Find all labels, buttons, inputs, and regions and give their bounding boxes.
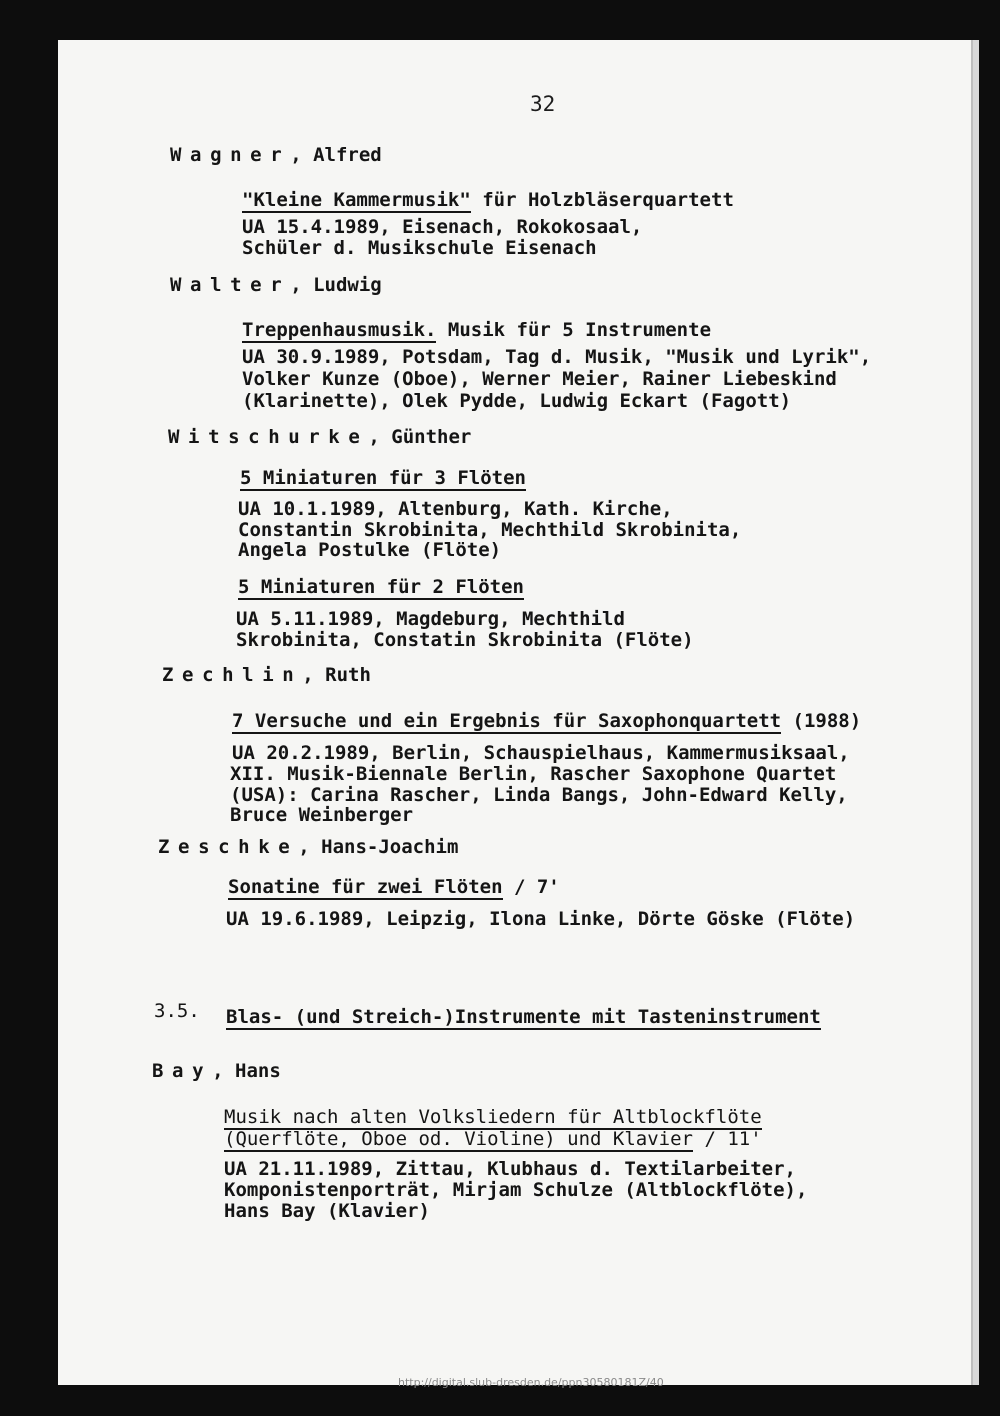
composer-heading (170, 274, 382, 296)
composer-given-name: , Alfred (290, 144, 382, 166)
work-detail: Constantin Skrobinita, Mechthild Skrobinita, (238, 519, 742, 541)
work-detail: Hans Bay (Klavier) (224, 1200, 430, 1222)
work-detail: Skrobinita, Constatin Skrobinita (Flöte) (236, 629, 694, 651)
work-detail: UA 30.9.1989, Potsdam, Tag d. Musik, "Musik und Lyrik", (242, 346, 872, 368)
work-title: 5 Miniaturen für 2 Flöten (238, 576, 524, 598)
work-detail: (Klarinette), Olek Pydde, Ludwig Eckart (Fagott) (242, 390, 792, 412)
work-title: 5 Miniaturen für 3 Flöten (240, 467, 526, 489)
composer-given-name: , Ruth (302, 664, 371, 686)
work-detail: UA 15.4.1989, Eisenach, Rokokosaal, (242, 216, 643, 238)
work-detail: (USA): Carina Rascher, Linda Bangs, John-Edward Kelly, (230, 784, 848, 806)
work-title-continued: (Querflöte, Oboe od. Violine) und Klavier (224, 1128, 693, 1150)
composer-surname: Witschurke (168, 426, 369, 448)
composer-heading (170, 144, 382, 166)
section-number: 3.5. (154, 1000, 200, 1022)
section-title: Blas- (und Streich-)Instrumente mit Tasteninstrument (226, 1006, 821, 1028)
work-title-line (242, 189, 734, 211)
work-title-line (224, 1128, 762, 1150)
work-title: Sonatine für zwei Flöten (228, 876, 503, 898)
composer-heading (158, 836, 458, 858)
work-detail: UA 20.2.1989, Berlin, Schauspielhaus, Kammermusiksaal, (232, 742, 850, 764)
work-title: Treppenhausmusik. (242, 319, 437, 341)
composer-given-name: , Hans-Joachim (298, 836, 459, 858)
work-title-line (240, 467, 526, 489)
work-title: "Kleine Kammermusik" (242, 189, 471, 211)
work-detail: Bruce Weinberger (230, 804, 414, 826)
section-title-line (226, 1006, 821, 1028)
work-detail: Angela Postulke (Flöte) (238, 539, 502, 561)
work-title-suffix: für Holzbläserquartett (470, 189, 734, 211)
composer-given-name: , Ludwig (290, 274, 382, 296)
work-detail: UA 10.1.1989, Altenburg, Kath. Kirche, (238, 498, 673, 520)
work-title-line (242, 319, 711, 341)
composer-given-name: , Hans (212, 1060, 281, 1082)
work-detail: UA 21.11.1989, Zittau, Klubhaus d. Textilarbeiter, (224, 1158, 796, 1180)
work-title-suffix: (1988) (781, 710, 862, 732)
composer-heading (168, 426, 471, 448)
work-detail: Schüler d. Musikschule Eisenach (242, 237, 597, 259)
work-detail: Volker Kunze (Oboe), Werner Meier, Rainer Liebeskind (242, 368, 837, 390)
work-title-line (228, 876, 560, 898)
composer-heading (152, 1060, 281, 1082)
source-url-footer: http://digital.slub-dresden.de/ppn30580181Z/40 (398, 1376, 664, 1389)
page-number: 32 (530, 92, 556, 116)
composer-surname: Zechlin (162, 664, 303, 686)
work-title-line (232, 710, 861, 732)
work-title-suffix: / 11' (693, 1128, 762, 1150)
composer-heading (162, 664, 371, 686)
work-detail: XII. Musik-Biennale Berlin, Rascher Saxophone Quartet (230, 763, 837, 785)
work-detail: Komponistenporträt, Mirjam Schulze (Altblockflöte), (224, 1179, 808, 1201)
work-title: Musik nach alten Volksliedern für Altblockflöte (224, 1106, 762, 1128)
work-title-suffix: Musik für 5 Instrumente (436, 319, 712, 341)
work-detail: UA 19.6.1989, Leipzig, Ilona Linke, Dörte Göske (Flöte) (226, 908, 856, 930)
composer-surname: Wagner (170, 144, 291, 166)
work-title-suffix: / 7' (502, 876, 560, 898)
work-title: 7 Versuche und ein Ergebnis für Saxophonquartett (232, 710, 782, 732)
work-title-line (224, 1106, 762, 1128)
work-title-line (238, 576, 524, 598)
document-page (58, 40, 979, 1385)
composer-surname: Bay (152, 1060, 213, 1082)
work-detail: UA 5.11.1989, Magdeburg, Mechthild (236, 608, 625, 630)
composer-surname: Zeschke (158, 836, 299, 858)
composer-surname: Walter (170, 274, 291, 296)
composer-given-name: , Günther (368, 426, 472, 448)
